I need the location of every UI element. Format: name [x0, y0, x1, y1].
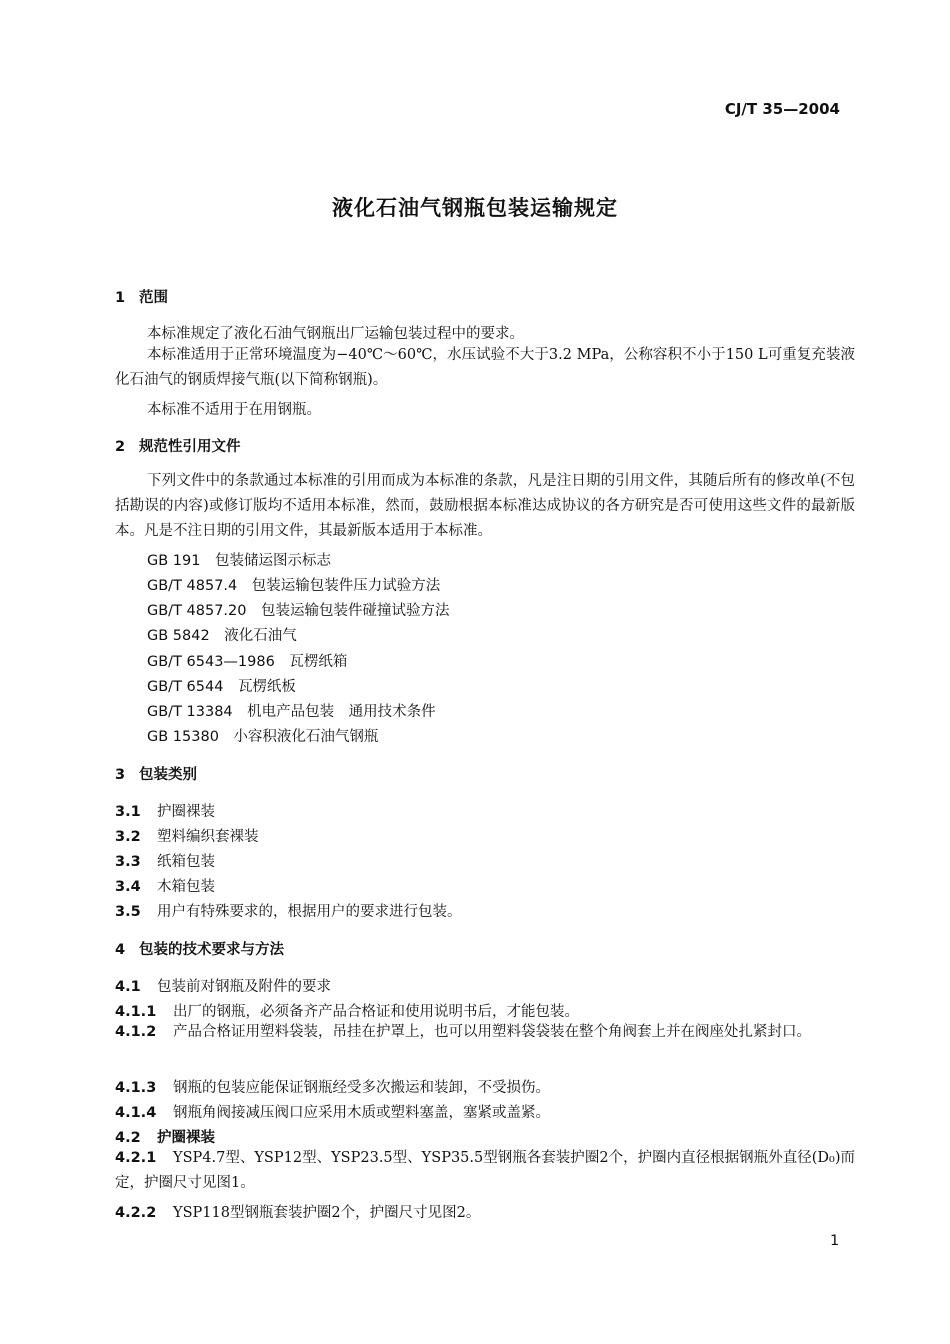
section-number: 3: [115, 767, 126, 783]
section-title: 包装的技术要求与方法: [139, 942, 284, 958]
reference-item: GB 15380 小容积液化石油气钢瓶: [147, 729, 379, 745]
section-heading-2: [115, 435, 241, 456]
reference-item: GB 5842 液化石油气: [147, 628, 297, 644]
reference-item: GB/T 4857.4 包装运输包装件压力试验方法: [147, 578, 441, 594]
list-item: 3.3 纸箱包装: [115, 854, 215, 870]
reference-item: GB/T 4857.20 包装运输包装件碰撞试验方法: [147, 603, 450, 619]
reference-item: GB 191 包装储运图示标志: [147, 553, 331, 569]
subsection: 4.1.3 钢瓶的包装应能保证钢瓶经受多次搬运和装卸，不受损伤。: [115, 1080, 550, 1096]
subsection-heading: 4.2 护圈裸装: [115, 1130, 215, 1146]
section-number: 4: [115, 942, 126, 958]
paragraph: 本标准规定了液化石油气钢瓶出厂运输包装过程中的要求。: [147, 326, 524, 342]
subsection: 4.1.1 出厂的钢瓶，必须备齐产品合格证和使用说明书后，才能包装。: [115, 1004, 579, 1020]
paragraph: 本标准不适用于在用钢瓶。: [147, 402, 321, 418]
page-number: 1: [830, 1233, 840, 1249]
section-heading-1: [115, 286, 168, 307]
page-title: 液化石油气钢瓶包装运输规定: [332, 196, 618, 220]
subsection: 4.1 包装前对钢瓶及附件的要求: [115, 979, 331, 995]
section-title: 范围: [139, 290, 168, 306]
section-number: 2: [115, 439, 126, 455]
section-heading-3: [115, 763, 197, 784]
list-item: 3.4 木箱包装: [115, 879, 215, 895]
list-item: 3.5 用户有特殊要求的，根据用户的要求进行包装。: [115, 904, 462, 920]
paragraph: 本标准适用于正常环境温度为−40℃～60℃，水压试验不大于3.2 MPa，公称容积不小于150 L可重复充装液化石油气的钢质焊接气瓶(以下简称钢瓶)。: [115, 347, 855, 388]
section-title: 规范性引用文件: [139, 439, 241, 455]
subsection: 4.2.1 YSP4.7型、YSP12型、YSP23.5型、YSP35.5型钢瓶各套装护圈2个，护圈内直径根据钢瓶外直径(D₀)而定，护圈尺寸见图1。: [115, 1150, 855, 1191]
list-item: 3.2 塑料编织套裸装: [115, 829, 259, 845]
paragraph: 下列文件中的条款通过本标准的引用而成为本标准的条款，凡是注日期的引用文件，其随后所有的修改单(不包括勘误的内容)或修订版均不适用本标准，然而，鼓励根据本标准达成协议的各方研究是否可使用这些文件的最新版本。凡是不注日期的引用文件，其最新版本适用于本标准。: [115, 473, 855, 539]
section-number: 1: [115, 290, 126, 306]
section-heading-4: [115, 938, 284, 959]
subsection: 4.1.4 钢瓶角阀接减压阀口应采用木质或塑料塞盖，塞紧或盖紧。: [115, 1105, 550, 1121]
subsection: 4.2.2 YSP118型钢瓶套装护圈2个，护圈尺寸见图2。: [115, 1205, 481, 1221]
subsection: 4.1.2 产品合格证用塑料袋装，吊挂在护罩上，也可以用塑料袋袋装在整个角阀套上并在阀座处扎紧封口。: [115, 1024, 811, 1040]
reference-item: GB/T 6544 瓦楞纸板: [147, 679, 296, 695]
standard-number: CJ/T 35—2004: [724, 100, 840, 118]
reference-item: GB/T 6543—1986 瓦楞纸箱: [147, 654, 348, 670]
list-item: 3.1 护圈裸装: [115, 804, 215, 820]
section-title: 包装类别: [139, 767, 197, 783]
reference-item: GB/T 13384 机电产品包装 通用技术条件: [147, 704, 436, 720]
